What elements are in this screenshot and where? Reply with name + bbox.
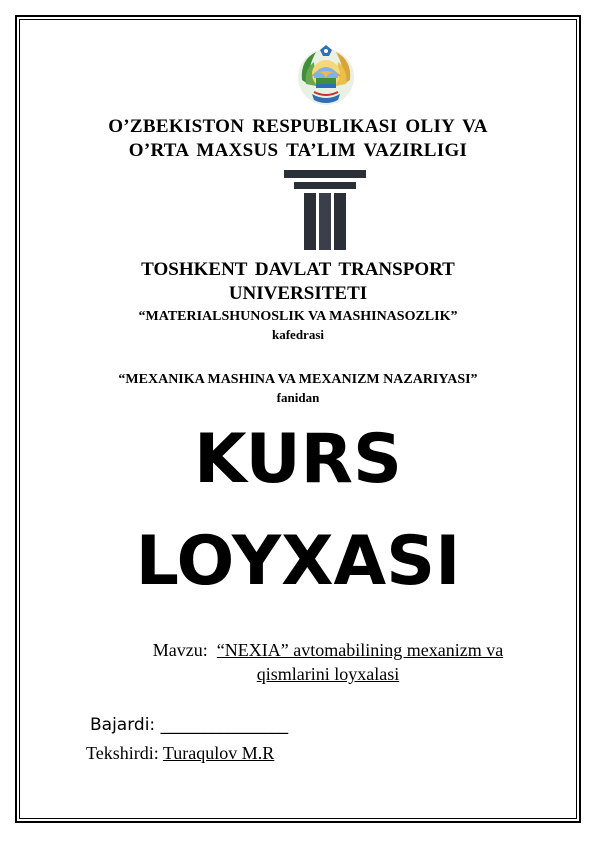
- ministry-line-2: O’RTA MAXSUS TA’LIM VAZIRLIGI: [128, 140, 468, 161]
- tdtu-t-logo-icon: [284, 170, 366, 250]
- title-line-2: LOYXASI: [135, 522, 461, 601]
- university-line-1: TOSHKENT DAVLAT TRANSPORT: [141, 259, 455, 280]
- topic-line-1: “NEXIA” avtomabilining mexanizm va: [216, 640, 504, 660]
- uzbekistan-state-emblem-icon: [294, 44, 358, 108]
- checked-label: Tekshirdi:: [86, 743, 159, 763]
- ministry-name: [0, 115, 596, 163]
- ministry-line-1: O’ZBEKISTON RESPUBLIKASI OLIY VA: [108, 116, 488, 137]
- topic-label: Mavzu:: [152, 640, 208, 660]
- university-name: [0, 258, 596, 306]
- performed-label: Bajardi:: [90, 715, 156, 735]
- topic-line-2: qismlarini loyxalasi: [256, 664, 400, 684]
- checked-by: [86, 742, 274, 764]
- performed-by: [90, 714, 288, 736]
- subject-label: fanidan: [276, 390, 320, 405]
- department-name: “MATERIALSHUNOSLIK VA MASHINASOZLIK”: [138, 309, 458, 324]
- title-line-1: KURS: [193, 420, 403, 499]
- checked-value: Turaqulov M.R: [162, 743, 275, 763]
- topic-block: [60, 638, 596, 686]
- performed-value: _______________: [160, 715, 289, 735]
- department-label: kafedrasi: [272, 327, 324, 342]
- university-line-2: UNIVERSITETI: [228, 283, 368, 304]
- subject-name: “MEXANIKA MASHINA VA MEXANIZM NAZARIYASI”: [118, 372, 478, 387]
